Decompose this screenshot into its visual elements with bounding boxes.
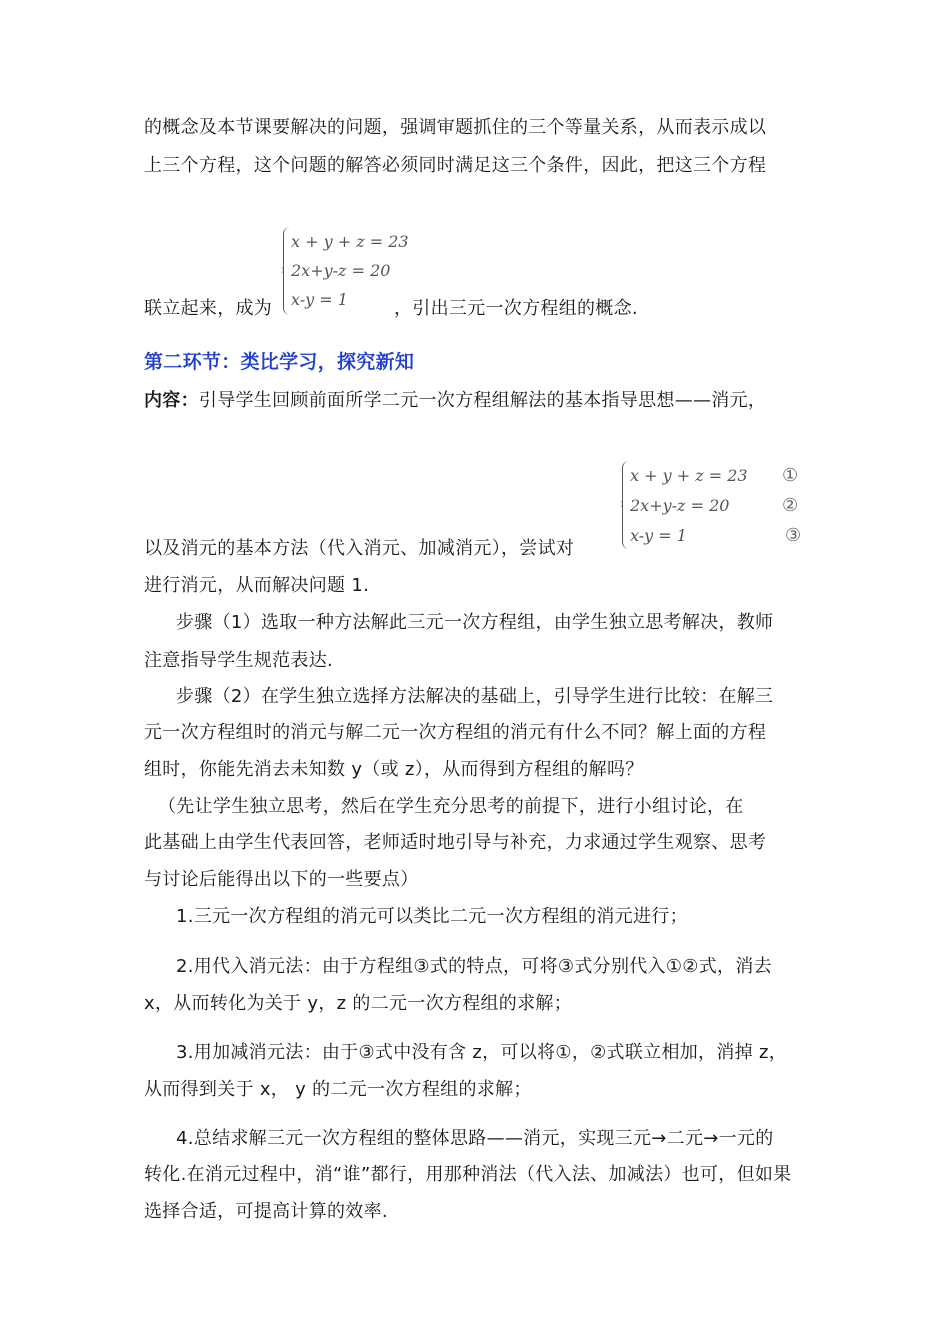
content-text: 引导学生回顾前面所学二元一次方程组解法的基本指导思想——消元， <box>198 390 767 411</box>
content-label: 内容： <box>144 390 199 411</box>
equation-system-2 <box>622 461 812 553</box>
note-line: （先让学生独立思考，然后在学生充分思考的前提下，进行小组讨论，在 <box>158 796 744 817</box>
point-line: 从而得到关于 x， y 的二元一次方程组的求解； <box>144 1079 532 1100</box>
paragraph-line-end: ，引出三元一次方程组的概念. <box>394 298 638 319</box>
equation-1: x + y + z = 23 <box>291 232 409 251</box>
step-line: 组时，你能先消去未知数 y（或 z），从而得到方程组的解吗？ <box>144 759 644 780</box>
point-line: 4.总结求解三元一次方程组的整体思路——消元，实现三元→二元→一元的 <box>176 1128 774 1149</box>
point-line: x，从而转化为关于 y，z 的二元一次方程组的求解； <box>144 993 572 1014</box>
section-heading: 第二环节：类比学习，探究新知 <box>144 351 415 373</box>
step-line: 步骤（2）在学生独立选择方法解决的基础上，引导学生进行比较：在解三 <box>176 686 774 707</box>
equation-1: x + y + z = 23 <box>630 466 748 485</box>
equation-system-1 <box>283 227 409 317</box>
equation-number-3: ③ <box>785 525 802 546</box>
left-brace <box>283 227 290 315</box>
equation-3: x-y = 1 <box>291 290 348 309</box>
point-line: 3.用加减消元法：由于③式中没有含 z，可以将①，②式联立相加，消掉 z， <box>176 1042 788 1063</box>
equation-3: x-y = 1 <box>630 526 687 545</box>
point-line: 转化.在消元过程中，消“谁”都行，用那种消法（代入法、加减法）也可，但如果 <box>144 1164 792 1185</box>
step-line: 步骤（1）选取一种方法解此三元一次方程组，由学生独立思考解决，教师 <box>176 612 774 633</box>
step-line: 元一次方程组时的消元与解二元一次方程组的消元有什么不同？解上面的方程 <box>144 722 767 743</box>
point-line: 2.用代入消元法：由于方程组③式的特点，可将③式分别代入①②式，消去 <box>176 956 772 977</box>
point-line: 1.三元一次方程组的消元可以类比二元一次方程组的消元进行； <box>176 906 688 927</box>
equation-2: 2x+y-z = 20 <box>291 261 391 280</box>
note-line: 此基础上由学生代表回答，老师适时地引导与补充，力求通过学生观察、思考 <box>144 832 767 853</box>
paragraph-line: 上三个方程，这个问题的解答必须同时满足这三个条件，因此，把这三个方程 <box>144 155 767 176</box>
point-line: 选择合适，可提高计算的效率. <box>144 1201 388 1222</box>
step-line: 注意指导学生规范表达. <box>144 650 334 671</box>
equation-number-2: ② <box>782 495 799 516</box>
note-line: 与讨论后能得出以下的一些要点） <box>144 869 419 890</box>
equation-number-1: ① <box>782 465 799 486</box>
content-line: 以及消元的基本方法（代入消元、加减消元），尝试对 <box>144 538 575 559</box>
paragraph-line: 的概念及本节课要解决的问题，强调审题抓住的三个等量关系，从而表示成以 <box>144 117 767 138</box>
equation-2: 2x+y-z = 20 <box>630 496 730 515</box>
paragraph-line-start: 联立起来，成为 <box>144 298 273 319</box>
left-brace <box>622 461 629 549</box>
content-line <box>144 390 766 412</box>
content-line: 进行消元，从而解决问题 1. <box>144 575 370 596</box>
